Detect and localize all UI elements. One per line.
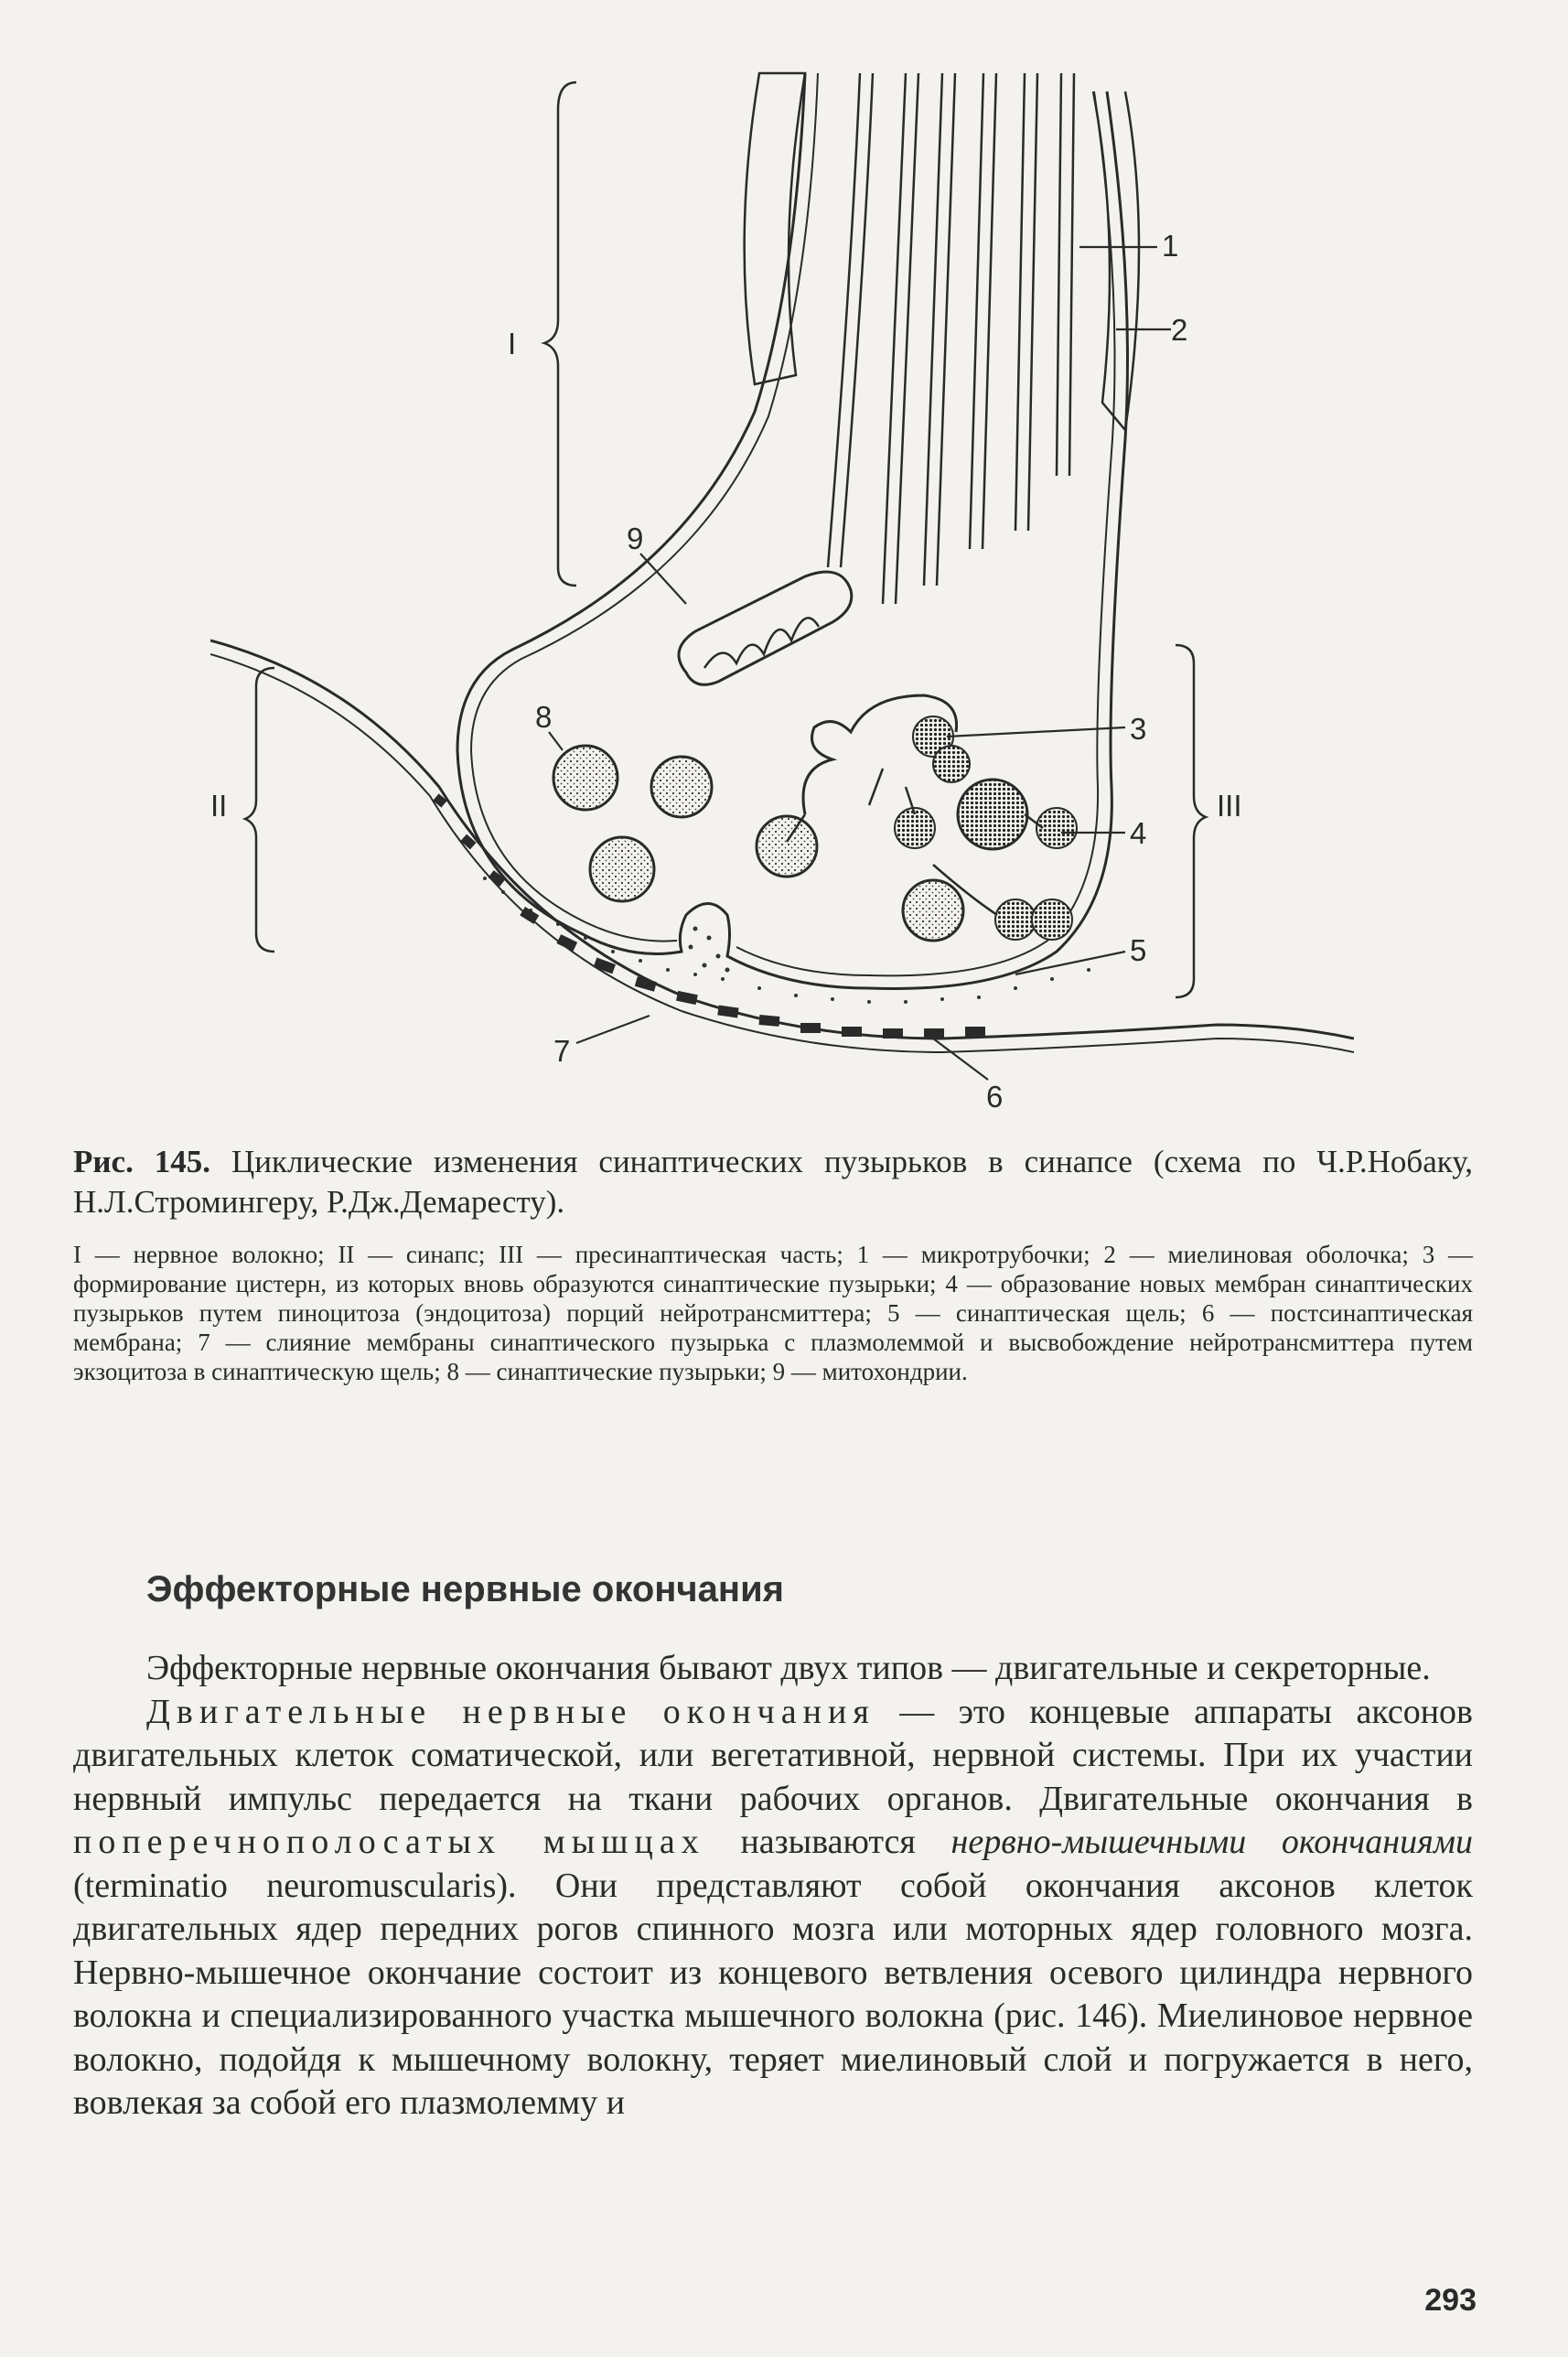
figure-caption (73, 1142, 1473, 1222)
brace-III (1176, 645, 1206, 997)
paragraph-2 (73, 1691, 1473, 2126)
label-III: III (1217, 789, 1242, 823)
brace-I (544, 82, 576, 586)
label-2: 2 (1171, 313, 1188, 347)
paragraph-1: Эффекторные нервные окончания бывают двух типов — двигательные и секреторные. (146, 1649, 1431, 1687)
label-9: 9 (627, 522, 644, 555)
axon-terminal-inner (471, 73, 818, 942)
figure-legend: I — нервное волокно; II — синапс; III — пресинаптическая часть; 1 — микротрубочки; 2 — миелиновая оболочка; 3 — формирование цистерн, из которых вновь образуются синаптические пузырьки; 4 — образование новых мембран синаптических пузырьков путем пиноцитоза (эндоцитоза) порций нейротрансмиттера; 5 — синаптическая щель; 6 — постсинаптическая мембрана; 7 — слияние мембраны синаптического пузырька с плазмолеммой и высвобождение нейротрансмиттера путем экзоцитоза в синаптическую щель; 8 — синаптические пузырьки; 9 — митохондрии. (73, 1241, 1473, 1385)
paragraph-2-part-a: — это концевые аппараты аксонов двигательных клеток соматической, или вегетативной, нервной системы. При их участии нервный импульс передается на ткани рабочих органов. Двигательные окончания в (73, 1692, 1473, 1818)
label-1: 1 (1162, 229, 1179, 263)
term-striated-muscles: поперечнополосатых мышцах (73, 1823, 705, 1861)
mitochondrion (679, 572, 852, 684)
brace-II (245, 668, 274, 952)
paragraph-2-part-b: называются (704, 1823, 951, 1861)
label-7: 7 (553, 1034, 571, 1068)
microtubules (828, 73, 1074, 604)
label-8: 8 (535, 700, 553, 734)
label-4: 4 (1130, 816, 1147, 850)
term-neuromuscular-endings: нервно-мышечными окончаниями (950, 1823, 1474, 1861)
label-3: 3 (1130, 712, 1147, 746)
label-6: 6 (986, 1080, 1004, 1114)
label-I: I (508, 327, 517, 361)
caption-text: Циклические изменения синаптических пузырьков в синапсе (схема по Ч.Р.Нобаку, Н.Л.Стромингеру, Р.Дж.Демаресту). (73, 1144, 1473, 1220)
leader-lines (549, 247, 1171, 1080)
section-heading: Эффекторные нервные окончания (146, 1569, 784, 1609)
synapse-figure (210, 55, 1354, 1116)
figure-number: Рис. 145. (73, 1144, 211, 1179)
synapse-diagram (210, 55, 1354, 1116)
label-5: 5 (1130, 933, 1147, 967)
term-motor-endings: Двигательные нервные окончания (146, 1692, 875, 1731)
page-number: 293 (1424, 2283, 1477, 2318)
synaptic-cleft (483, 877, 1090, 1004)
body-text (73, 1647, 1473, 2126)
paragraph-2-part-c: (terminatio neuromuscularis). Они представляют собой окончания аксонов клеток двигательных ядер передних рогов спинного мозга или моторных ядер головного мозга. Нервно-мышечное окончание состоит из концевого ветвления осевого цилиндра нервного волокна и специализированного участка мышечного волокна (рис. 146). Миелиновое нервное волокно, подойдя к мышечному волокну, теряет миелиновый слой и погружается в него, вовлекая за собой его плазмолемму и (73, 1866, 1473, 2122)
label-II: II (210, 789, 228, 823)
